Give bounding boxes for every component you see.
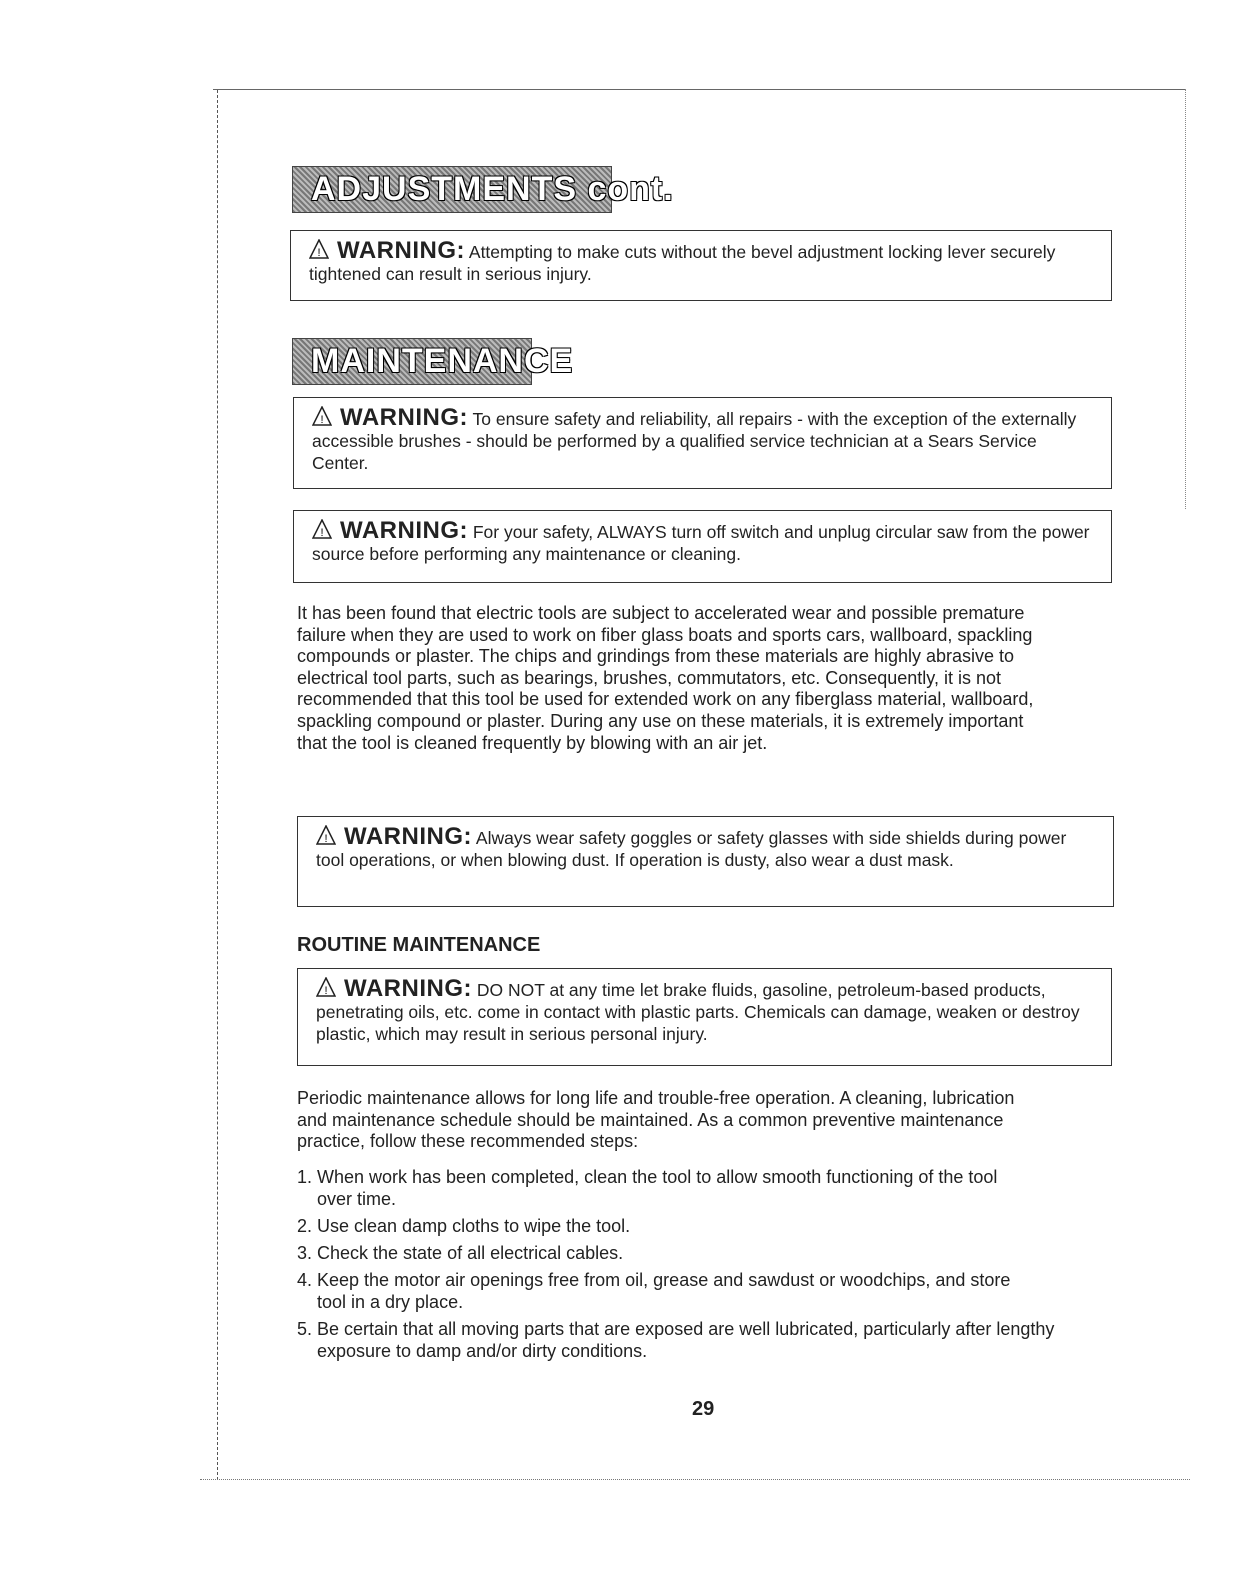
warning-text: For your safety, ALWAYS turn off switch and unplug circular saw from the power source before performing any maintenance or cleaning.	[312, 522, 1090, 564]
list-item	[297, 1166, 1007, 1210]
svg-text:!: !	[320, 527, 324, 539]
warning-box	[297, 816, 1114, 907]
adjustments-banner: ADJUSTMENTS cont.	[292, 166, 612, 213]
step-number: 3.	[297, 1243, 313, 1263]
periodic-maintenance-paragraph: Periodic maintenance allows for long life and trouble-free operation. A cleaning, lubrication and maintenance schedule should be maintained. As a common preventive maintenance practice, follow these recommended steps:	[297, 1088, 1015, 1152]
routine-maintenance-heading: ROUTINE MAINTENANCE	[297, 934, 541, 956]
warning-triangle-icon	[316, 977, 336, 997]
step-number: 5.	[297, 1319, 313, 1339]
warning-triangle-icon	[312, 406, 332, 426]
warning-box	[293, 397, 1112, 489]
page-number: 29	[692, 1398, 715, 1420]
warning-triangle-icon	[312, 519, 332, 539]
svg-text:!: !	[320, 414, 324, 426]
page-frame-top	[213, 89, 1185, 90]
step-text: Be certain that all moving parts that are exposed are well lubricated, particularly after lengthy exposure to damp and/or dirty conditions.	[317, 1319, 1055, 1361]
warning-box	[293, 510, 1112, 583]
warning-label: WARNING:	[344, 975, 472, 1002]
warning-triangle-icon	[309, 239, 329, 259]
step-text: When work has been completed, clean the tool to allow smooth functioning of the tool over time.	[317, 1167, 998, 1209]
list-item	[297, 1318, 1097, 1362]
page-frame-bottom	[200, 1479, 1190, 1480]
warning-text: Attempting to make cuts without the bevel adjustment locking lever securely tightened can result in serious injury.	[309, 242, 1056, 284]
warning-text: Always wear safety goggles or safety glasses with side shields during power tool operations, or when blowing dust. If operation is dusty, also wear a dust mask.	[316, 828, 1067, 870]
page-frame-right	[1185, 89, 1186, 509]
svg-text:!: !	[324, 985, 328, 997]
list-item	[297, 1242, 1097, 1264]
maintenance-banner: MAINTENANCE	[292, 338, 532, 385]
step-number: 1.	[297, 1167, 313, 1187]
page-frame-left	[217, 90, 218, 1480]
abrasive-materials-paragraph: It has been found that electric tools are subject to accelerated wear and possible premature failure when they are used to work on fiber glass boats and sports cars, wallboard, spackling compounds or plaster. The chips and grindings from these materials are highly abrasive to electrical tool parts, such as bearings, brushes, commutators, etc. Consequently, it is not recommended that this tool be used for extended work on any fiberglass material, wallboard, spackling compound or plaster. During any use on these materials, it is extremely important that the tool is cleaned frequently by blowing with an air jet.	[297, 603, 1034, 753]
warning-text: DO NOT at any time let brake fluids, gasoline, petroleum-based products, penetrating oils, etc. come in contact with plastic parts. Chemicals can damage, weaken or destroy plastic, which may result in serious personal injury.	[316, 980, 1080, 1044]
warning-box	[290, 230, 1112, 301]
warning-label: WARNING:	[337, 237, 465, 264]
step-number: 2.	[297, 1216, 313, 1236]
step-text: Keep the motor air openings free from oil, grease and sawdust or woodchips, and store tool in a dry place.	[317, 1270, 1011, 1312]
warning-label: WARNING:	[344, 823, 472, 850]
warning-text: To ensure safety and reliability, all repairs - with the exception of the externally accessible brushes - should be performed by a qualified service technician at a Sears Service Center.	[312, 409, 1077, 473]
warning-triangle-icon	[316, 825, 336, 845]
step-number: 4.	[297, 1270, 313, 1290]
svg-text:!: !	[317, 247, 321, 259]
svg-text:!: !	[324, 833, 328, 845]
warning-label: WARNING:	[340, 404, 468, 431]
step-text: Check the state of all electrical cables.	[317, 1243, 624, 1263]
step-text: Use clean damp cloths to wipe the tool.	[317, 1216, 631, 1236]
list-item	[297, 1215, 1097, 1237]
warning-box	[297, 968, 1112, 1066]
maintenance-steps-list	[297, 1166, 1097, 1367]
list-item	[297, 1269, 1037, 1313]
warning-label: WARNING:	[340, 517, 468, 544]
